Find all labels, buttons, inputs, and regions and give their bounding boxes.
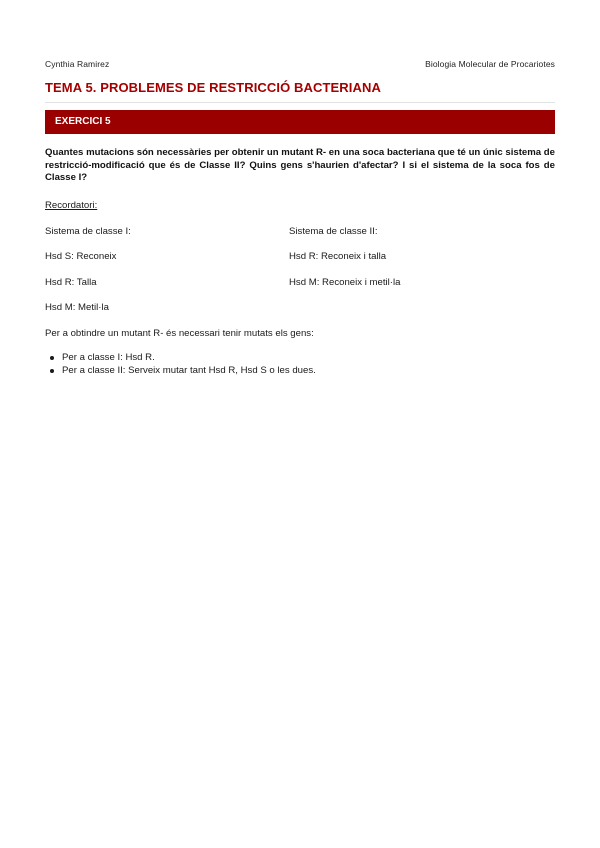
class-i-title: Sistema de classe I: xyxy=(45,226,131,237)
reminder-heading: Recordatori: xyxy=(45,200,98,211)
class-ii-item: Hsd R: Reconeix i talla xyxy=(289,251,387,262)
bullet-icon xyxy=(50,369,54,373)
running-header xyxy=(45,59,555,69)
exercise-question: Quantes mutacions són necessàries per obtenir un mutant R- en una soca bacteriana que té un únic sistema de restricció-modificació que és de Classe II? Quins gens s'haurien d'afectar? I si el sistema de la soca fos de Classe I? xyxy=(45,147,555,183)
header-author: Cynthia Ramirez xyxy=(45,59,110,69)
header-course: Biologia Molecular de Procariotes xyxy=(425,59,555,69)
class-ii-item: Hsd M: Reconeix i metil·la xyxy=(289,277,401,288)
class-i-item: Hsd M: Metil·la xyxy=(45,302,109,313)
chapter-title: TEMA 5. PROBLEMES DE RESTRICCIÓ BACTERIANA xyxy=(45,80,381,95)
title-divider xyxy=(45,102,555,103)
answer-list xyxy=(45,351,316,377)
answer-intro: Per a obtindre un mutant R- és necessari tenir mutats els gens: xyxy=(45,328,314,339)
list-item-text: Per a classe II: Serveix mutar tant Hsd R, Hsd S o les dues. xyxy=(62,365,316,376)
list-item-text: Per a classe I: Hsd R. xyxy=(62,352,155,363)
class-i-item: Hsd R: Talla xyxy=(45,277,97,288)
class-i-item: Hsd S: Reconeix xyxy=(45,251,117,262)
exercise-heading-bar xyxy=(45,110,555,134)
bullet-icon xyxy=(50,356,54,360)
list-item xyxy=(45,364,316,377)
exercise-label: EXERCICI 5 xyxy=(55,116,111,127)
class-ii-title: Sistema de classe II: xyxy=(289,226,378,237)
list-item xyxy=(45,351,316,364)
